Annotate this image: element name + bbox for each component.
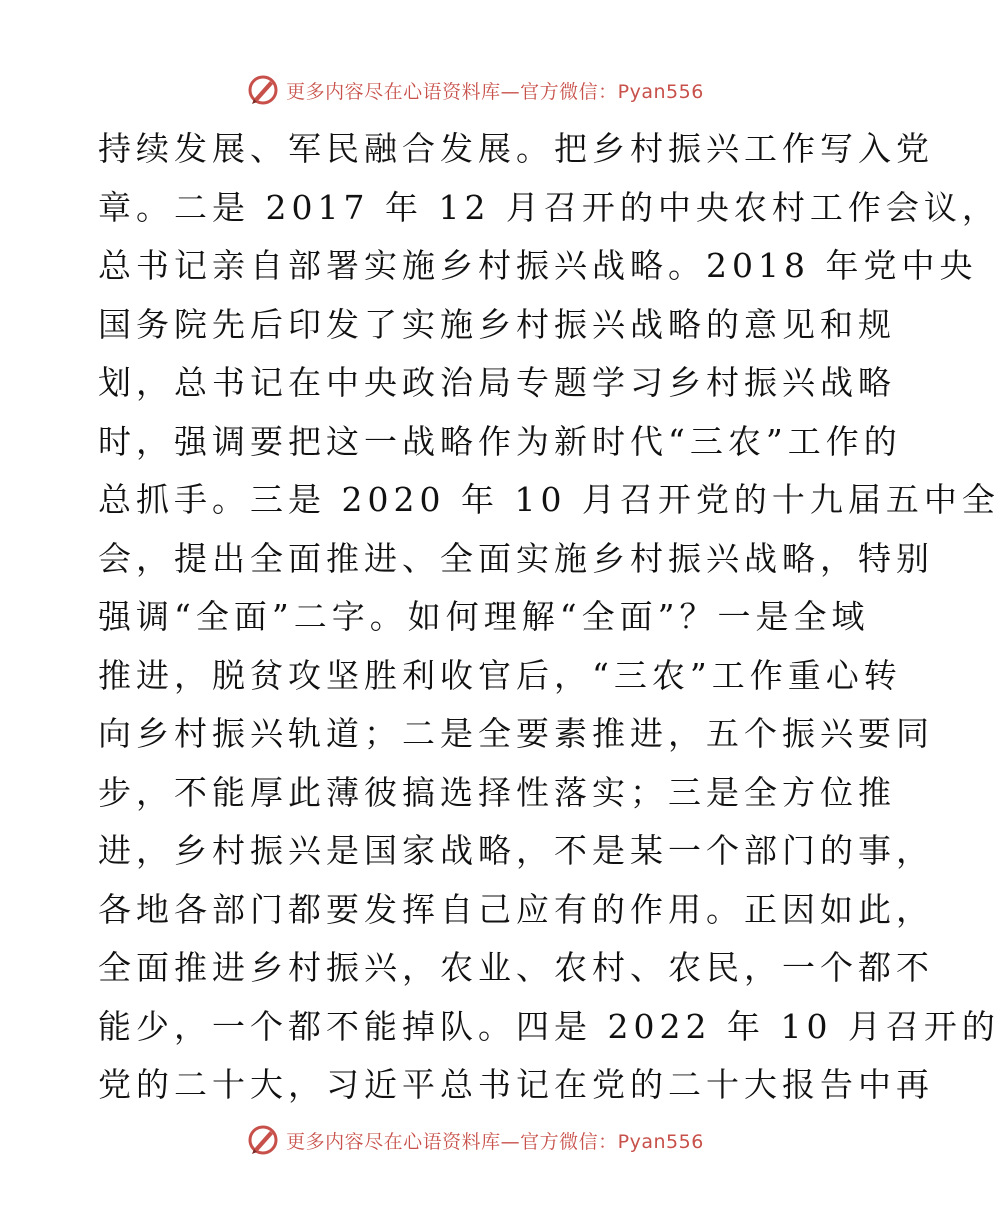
body-line: 进，乡村振兴是国家战略，不是某一个部门的事， — [98, 831, 934, 870]
body-line: 向乡村振兴轨道；二是全要素推进，五个振兴要同 — [98, 714, 934, 753]
body-line: 总抓手。三是 2020 年 10 月召开党的十九届五中全 — [98, 480, 1000, 519]
body-line: 章。二是 2017 年 12 月召开的中央农村工作会议， — [98, 187, 1000, 227]
body-line: 步，不能厚此薄彼搞选择性落实；三是全方位推 — [98, 772, 896, 812]
body-line: 能少，一个都不能掉队。四是 2022 年 10 月召开的 — [98, 1006, 1000, 1046]
header-watermark-text: 更多内容尽在心语资料库—官方微信：Pyan556 — [286, 80, 704, 103]
footer-watermark — [0, 1120, 950, 1160]
pen-logo-icon — [246, 73, 280, 107]
body-line: 会，提出全面推进、全面实施乡村振兴战略，特别 — [98, 538, 934, 578]
pen-logo-icon — [246, 1123, 280, 1157]
body-line: 强调“全面”二字。如何理解“全面”？一是全域 — [98, 597, 870, 636]
body-line: 各地各部门都要发挥自己应有的作用。正因如此， — [98, 889, 934, 929]
header-watermark — [0, 70, 950, 110]
body-line: 党的二十大，习近平总书记在党的二十大报告中再 — [98, 1065, 934, 1104]
body-line: 划，总书记在中央政治局专题学习乡村振兴战略 — [98, 363, 896, 402]
footer-watermark-text: 更多内容尽在心语资料库—官方微信：Pyan556 — [286, 1130, 704, 1153]
document-body — [98, 120, 1000, 1115]
body-line: 推进，脱贫攻坚胜利收官后，“三农”工作重心转 — [98, 655, 902, 695]
body-line: 总书记亲自部署实施乡村振兴战略。2018 年党中央 — [98, 246, 978, 285]
body-line: 时，强调要把这一战略作为新时代“三农”工作的 — [98, 421, 902, 461]
body-line: 全面推进乡村振兴，农业、农村、农民，一个都不 — [98, 948, 934, 987]
body-line: 持续发展、军民融合发展。把乡村振兴工作写入党 — [98, 129, 934, 168]
body-line: 国务院先后印发了实施乡村振兴战略的意见和规 — [98, 304, 896, 344]
